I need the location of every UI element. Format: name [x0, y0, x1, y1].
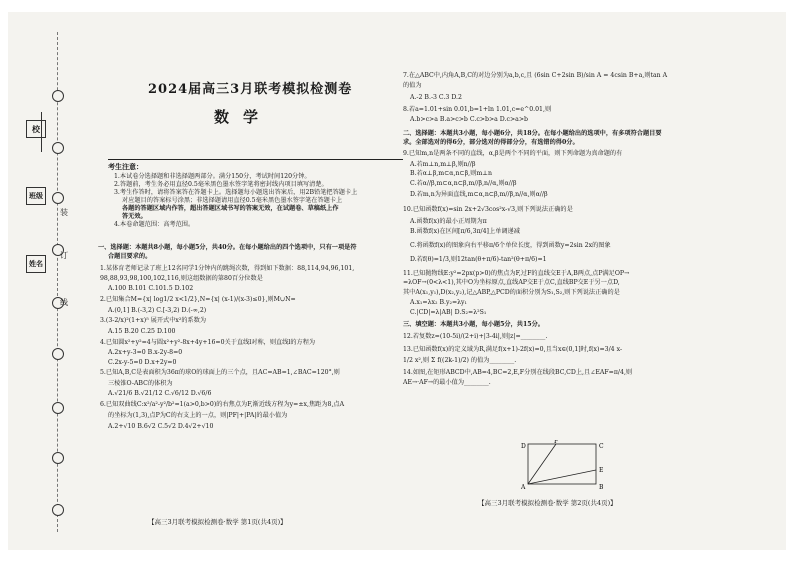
- question-line: 8.若a=1.01+sin 0.01,b=1+ln 1.01,c=e^0.01,则: [403, 106, 552, 113]
- school-label: 校: [26, 120, 46, 138]
- question-line: 9.已知m,n是两条不同的直线，α,β是两个不同的平面，则下列命题为真命题的有: [403, 150, 623, 157]
- fig-label: A: [521, 484, 526, 490]
- fig-label: C: [599, 443, 604, 450]
- question-line: 三棱锥O-ABC的体积为: [108, 380, 173, 387]
- question-line: 6.已知双曲线C:x²/a²-y²/b²=1(a>0,b>0)的右焦点为F,渐近线方程为y=±x,焦距为8,点A: [100, 401, 345, 408]
- fig-label: D: [521, 443, 526, 450]
- question-line: 12.若复数z=(10-5i)/(2+i)+|3-4i|,则|z|=________.: [403, 333, 548, 340]
- question-line: 其中A(x₁,y₁),D(x₂,y₂),记△ABP,△PCD的面积分别为S₁,S₂,则下列说法正确的是: [403, 289, 620, 296]
- question-line: 的值为: [403, 82, 422, 89]
- question-line: 2.已知集合M={x| log1/2 x<1/2},N={x| (x-1)/(x-3)≤0},则M∪N=: [100, 296, 296, 303]
- binding-hole: [52, 192, 64, 204]
- question-line: A.√21/6 B.√21/12 C.√6/12 D.√6/6: [108, 390, 212, 397]
- class-label: 班级: [26, 187, 46, 205]
- question-line: A.(0,1] B.(-3,2) C.[-3,2) D.(-∞,2): [108, 307, 207, 314]
- question-line: 10.已知函数f(x)=sin 2x+2√3cos²x-√3,则下列说法正确的是: [403, 206, 573, 213]
- question-line: 98,88,93,98,100,102,116,则这组数据的第80百分位数是: [100, 275, 263, 282]
- question-line: 1.某体育老师记录了班上12名同学1分钟内的跳绳次数，得到如下数据：88,114,94,96,101,: [100, 265, 355, 272]
- binding-hole: [52, 142, 64, 154]
- question-line: 11.已知抛物线E:y²=2px(p>0)的焦点为F,过F的直线交E于A,B两点,点P满足OP→: [403, 270, 630, 277]
- binding-hole: [52, 402, 64, 414]
- binding-strip: [8, 12, 68, 550]
- question-line: 二、选择题：本题共3小题，每小题6分，共18分。在每小题给出的选项中，有多项符合题目要: [403, 130, 662, 137]
- notice-heading: 考生注意：: [108, 162, 143, 171]
- question-line: A.b>c>a B.a>c>b C.c>b>a D.c>a>b: [410, 116, 528, 123]
- question-line: 5.已知A,B,C是表面积为36π的球O的球面上的三个点，且AC=AB=1,∠BAC=120°,则: [100, 369, 340, 376]
- question-line: 14.如图,在矩形ABCD中,AB=4,BC=2,E,F分别在线段BC,CD上,且∠EAF=π/4,则: [403, 369, 633, 376]
- question-line: B.函数f(x)在区间[π/6,3π/4]上单调递减: [410, 228, 520, 235]
- footer-right: 【高三3月联考模拟检测卷·数学 第2页(共4页)】: [478, 499, 617, 507]
- question-line: 求。全部选对的得6分，部分选对的得部分分，有选错的得0分。: [403, 139, 579, 146]
- notice-item: 3.考生作答时，请将答案答在答题卡上。选择题每小题选出答案后，用2B铅笔把答题卡上: [114, 189, 358, 196]
- question-line: A.2+√10 B.6√2 C.5√2 D.4√2+√10: [108, 423, 214, 430]
- section1-heading-cont: 合题目要求的。: [108, 253, 152, 260]
- fig-label: F: [554, 440, 559, 445]
- binding-hole: [52, 348, 64, 360]
- question-line: C.将函数f(x)的图象向右平移π/6个单位长度，得到函数y=2sin 2x的图象: [410, 242, 611, 249]
- question-line: AE→·AF→的最小值为________.: [403, 379, 491, 386]
- question-line: A.100 B.101 C.101.5 D.102: [108, 285, 194, 292]
- question-line: 的坐标为(1,3),点P为C的右支上的一点，则|PF|+|PA|的最小值为: [108, 412, 288, 419]
- fig-label: B: [599, 484, 604, 490]
- notice-item: 对应题目的答案标号涂黑；非选择题请用直径0.5毫米黑色墨水签字笔在答题卡上: [122, 197, 343, 204]
- section1-heading: 一、选择题：本题共8小题，每小题5分，共40分。在每小题给出的四个选项中，只有一项是符: [98, 244, 357, 251]
- question-line: A.2x+y-3=0 B.x-2y-8=0: [108, 349, 183, 356]
- question-line: =λOF→(0<λ<1),其中O为坐标原点,直线AP交E于点C,直线BP交E于另一点D,: [403, 279, 620, 286]
- question-line: D.若f(θ)=1/3,则12tan(θ+π/6)-tan²(θ+π/6)=1: [410, 256, 547, 263]
- question-line: D.若m,n为异面直线,m⊂α,n⊂β,m//β,n//α,则α//β: [410, 191, 548, 198]
- question-line: 三、填空题：本题共3小题，每小题5分，共15分。: [403, 321, 544, 328]
- notice-box: [108, 159, 403, 240]
- question-line: 7.在△ABC中,内角A,B,C的对边分别为a,b,c,且 (6sin C+2sin B)/sin A = 4csin B+a,则tan A: [403, 72, 668, 79]
- exam-sheet: [8, 12, 786, 550]
- notice-item: 4.本卷命题范围：高考范围。: [114, 221, 195, 228]
- question-line: C.|CD|=λ|AB| D.S₂=λ²S₁: [410, 309, 487, 316]
- question-line: A.-2 B.-3 C.3 D.2: [410, 94, 462, 101]
- binding-hole: [52, 90, 64, 102]
- subject-title: 数学: [214, 108, 273, 126]
- question-line: C.2x-y-5=0 D.x+2y=0: [108, 359, 177, 366]
- notice-item: 各题的答题区域内作答，超出答题区域书写的答案无效，在试题卷、草稿纸上作: [122, 205, 339, 212]
- question-line: 3.(3-2/x)²(1+x)⁵ 展开式中x²的系数为: [100, 317, 207, 324]
- question-line: A.函数f(x)的最小正周期为π: [410, 218, 487, 225]
- question-line: A.x₁=λx₂ B.y₂=λy₁: [410, 299, 468, 306]
- question-line: A.若m⊥n,m⊥β,则n//β: [410, 161, 476, 168]
- name-label: 姓名: [26, 255, 46, 273]
- fig-label: E: [599, 467, 604, 474]
- question-line: 1/2 x²,则 Σ f((2k-1)/2) 的值为________.: [403, 357, 517, 364]
- question-line: 13.已知函数f(x)的定义域为R,满足f(x+1)-2f(x)=0,且当x∈(0,1]时,f(x)=3/4 x-: [403, 346, 623, 353]
- question-line: C.若α//β,m⊂α,n⊂β,m//β,n//α,则α//β: [410, 180, 517, 187]
- binding-hole: [52, 452, 64, 464]
- notice-item: 答无效。: [122, 213, 147, 220]
- rectangle-figure: [518, 440, 608, 490]
- side-text-xian: 线: [60, 298, 68, 307]
- question-line: B.若α⊥β,m⊂α,n⊂β,则m⊥n: [410, 170, 493, 177]
- question-line: A.15 B.20 C.25 D.100: [108, 328, 176, 335]
- side-text-zhuang: 装: [60, 208, 68, 217]
- notice-item: 2.答题前，考生务必用直径0.5毫米黑色墨水签字笔将密封线内项目填写清楚。: [114, 181, 328, 188]
- side-text-ding: 订: [60, 251, 68, 260]
- binding-hole: [52, 504, 64, 516]
- footer-left: 【高三3月联考模拟检测卷·数学 第1页(共4页)】: [148, 518, 287, 526]
- exam-title: 2024届高三3月联考模拟检测卷: [148, 82, 353, 97]
- question-line: 4.已知圆x²+y²=4与圆x²+y²-8x+4y+16=0关于直线l对称，则直线l的方程为: [100, 339, 316, 346]
- notice-item: 1.本试卷分选择题和非选择题两部分。满分150分，考试时间120分钟。: [114, 173, 311, 180]
